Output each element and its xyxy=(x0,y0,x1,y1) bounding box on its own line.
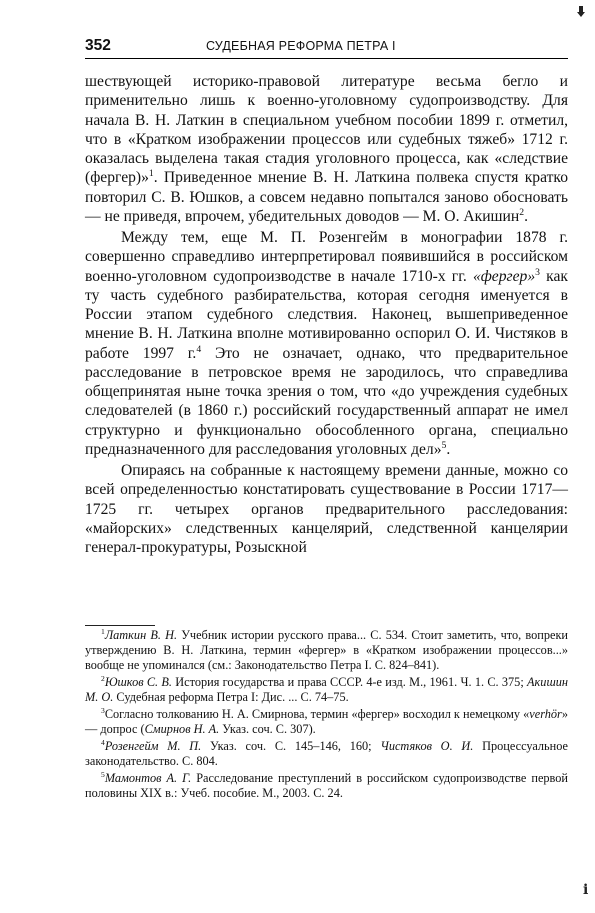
paragraph-2-text-b: как ту часть судебного разбирательства, которая сегодня именуется в России этапом судебного следствия. Наконец, вышеприведенное мнение В. Н. Латкина вполне мотивированно оспорил О. И. Чистяков в работе 1997 г. xyxy=(85,267,568,362)
footnote-text: Указ. соч. С. 145–146, 160; xyxy=(201,739,381,753)
footnote-text: Указ. соч. С. 307). xyxy=(219,722,316,736)
footnote-text: Учебник истории русского права... С. 534. Стоит заметить, что, вопреки утверждению В. Н. Латкина, термин «фергер» в «Кратком изображении процессов...» вообще не упоминался (см.: Законодательство Петра I. С. 824–841). xyxy=(85,628,569,672)
footnote-1 xyxy=(85,628,568,673)
footnote-number: 2 xyxy=(101,673,105,683)
running-title: СУДЕБНАЯ РЕФОРМА ПЕТРА I xyxy=(206,39,396,53)
page-number: 352 xyxy=(85,37,111,54)
paragraph-2-text-a: Между тем, еще М. П. Розенгейм в монографии 1878 г. совершенно справедливо интерпретировал появившийся в российском военно-уголовном судопроизводстве в начале 1710-х гг. xyxy=(85,229,568,285)
footnote-author: Розенгейм М. П. xyxy=(104,739,202,753)
footnote-ref-1: 1 xyxy=(148,168,154,180)
footnote-author: Латкин В. Н. xyxy=(104,628,178,642)
paragraph-3: Опираясь на собранные к настоящему времени данные, можно со всей определенностью констатировать существование в России 1717—1725 гг. четырех органов предварительного расследования: «майорских» следственных канцелярий, следственной канцелярии генерал-прокуратуры, Розыскной xyxy=(85,462,568,556)
paragraph-2-italic-term: «фергер» xyxy=(472,267,536,285)
footnote-author: Акишин М. О. xyxy=(85,675,568,704)
footnote-author: Мамонтов А. Г. xyxy=(104,771,192,785)
footnote-2 xyxy=(85,675,568,705)
paragraph-1-text-c: . xyxy=(524,207,528,225)
paragraph-1 xyxy=(85,72,568,226)
footnote-rule xyxy=(85,625,155,626)
footnote-foreign-word: verhör xyxy=(529,707,562,721)
footnote-text: » — допрос ( xyxy=(85,707,568,736)
footnote-number: 3 xyxy=(101,705,105,715)
footnote-author: Смирнов Н. А. xyxy=(144,722,220,736)
footnote-author: Чистяков О. И. xyxy=(380,739,474,753)
footnote-number: 4 xyxy=(101,737,105,747)
running-header xyxy=(85,36,568,59)
footnote-3 xyxy=(85,707,568,737)
footnote-text: Судебная реформа Петра I: Дис. ... С. 74–75. xyxy=(113,690,349,704)
footnote-ref-2: 2 xyxy=(519,206,525,218)
footnote-text: История государства и права СССР. 4-е изд. М., 1961. Ч. 1. С. 375; xyxy=(172,675,528,689)
footnote-number: 1 xyxy=(101,626,105,636)
footnote-author: Юшков С. В. xyxy=(104,675,172,689)
footnote-text: Согласно толкованию Н. А. Смирнова, термин «фергер» восходил к немецкому « xyxy=(104,707,530,721)
paragraph-2-text-d: . xyxy=(446,440,451,458)
bottom-corner-mark: i xyxy=(583,882,589,898)
footnote-ref-4: 4 xyxy=(196,343,202,355)
paragraph-1-text-b: . Приведенное мнение В. Н. Латкина полвека спустя кратко повторил С. В. Юшков, а совсем недавно попытался заново обосновать — не приведя, впрочем, убедительных доводов — М. О. Акишин xyxy=(85,169,568,225)
footnote-5 xyxy=(85,771,568,801)
paragraph-2 xyxy=(85,228,568,459)
paragraph-1-text-a: шествующей историко-правовой литературе весьма бегло и применительно лишь к военно-уголовному судопроизводству. Для начала В. Н. Латкин в специальном учебном пособии 1899 г. отметил, что в «Кратком изображении процессов или судебных тяжеб» 1712 г. оказалась выделена такая стадия уголовного процесса, как «следствие (фергер)» xyxy=(85,73,568,187)
footnote-text: Расследование преступлений в российском судопроизводстве первой половины XIX в.: Учеб. пособие. М., 2003. С. 24. xyxy=(85,771,568,800)
main-text xyxy=(85,72,568,557)
footnote-4 xyxy=(85,739,568,769)
corner-mark-tip xyxy=(577,12,585,17)
footnotes xyxy=(85,628,568,801)
paragraph-2-text-c: Это не означает, однако, что предварительное расследование в петровское время не зародилось, что справедлива общепринятая ныне точка зрения о том, что «до учреждения судебных следователей (в 1860 г.) российский государственный аппарат не имел структурно и функционально обособленного органа, специально предназначенного для расследования уголовных дел» xyxy=(85,344,568,458)
footnote-ref-5: 5 xyxy=(441,439,447,451)
footnote-ref-3: 3 xyxy=(535,266,540,278)
footnote-number: 5 xyxy=(101,769,105,779)
footnote-text: Процессуальное законодательство. С. 804. xyxy=(85,739,569,768)
